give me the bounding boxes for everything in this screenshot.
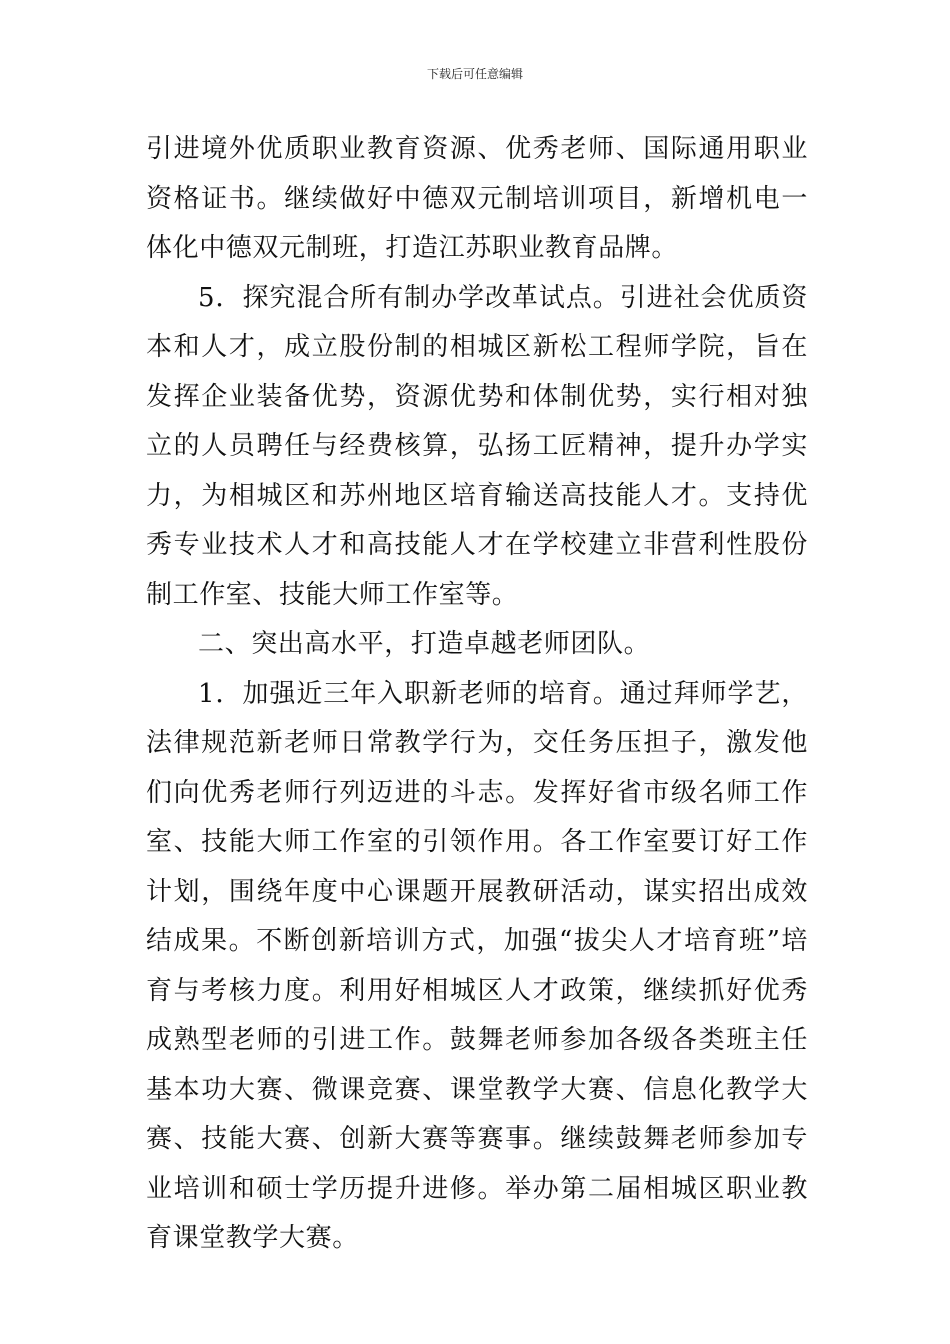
- paragraph-3: 1．加强近三年入职新老师的培育。通过拜师学艺，法律规范新老师日常教学行为，交任务压担子，激发他们向优秀老师行列迈进的斗志。发挥好省市级名师工作室、技能大师工作室的引领作用。各工作室要订好工作计划，围绕年度中心课题开展教研活动，谋实招出成效结成果。不断创新培训方式，加强“拔尖人才培育班”培育与考核力度。利用好相城区人才政策，继续抓好优秀成熟型老师的引进工作。鼓舞老师参加各级各类班主任基本功大赛、微课竞赛、课堂教学大赛、信息化教学大赛、技能大赛、创新大赛等赛事。继续鼓舞老师参加专业培训和硕士学历提升进修。举办第二届相城区职业教育课堂教学大赛。: [146, 678, 808, 1253]
- page-header: 下载后可任意编辑: [426, 67, 523, 81]
- paragraph-1: 引进境外优质职业教育资源、优秀老师、国际通用职业资格证书。继续做好中德双元制培训项目，新增机电一体化中德双元制班，打造江苏职业教育品牌。: [146, 134, 808, 263]
- document-body: [146, 125, 808, 1264]
- section-heading: 二、突出高水平，打造卓越老师团队。: [198, 629, 651, 659]
- paragraph-2: 5．探究混合所有制办学改革试点。引进社会优质资本和人才，成立股份制的相城区新松工程师学院，旨在发挥企业装备优势，资源优势和体制优势，实行相对独立的人员聘任与经费核算，弘扬工匠精神，提升办学实力，为相城区和苏州地区培育输送高技能人才。支持优秀专业技术人才和高技能人才在学校建立非营利性股份制工作室、技能大师工作室等。: [146, 282, 808, 610]
